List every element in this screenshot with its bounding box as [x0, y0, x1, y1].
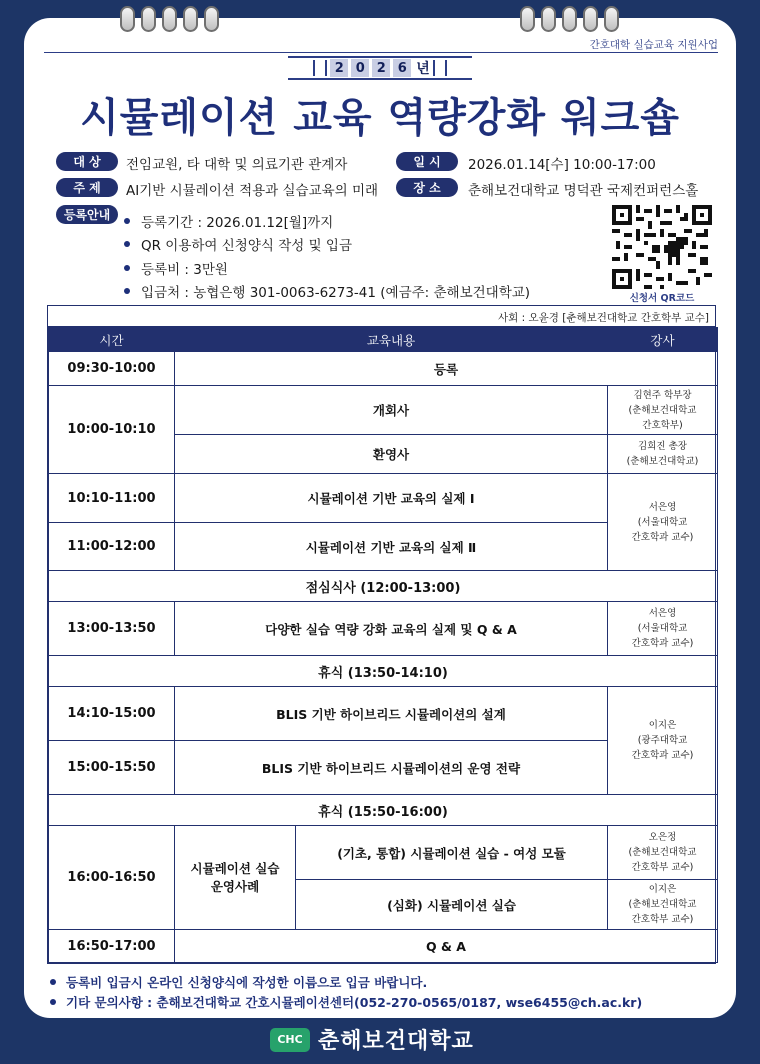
- speaker-line: 간호학과 교수): [631, 531, 694, 543]
- content-cell: (기초, 통합) 시뮬레이션 실습 - 여성 모듈: [296, 826, 608, 880]
- registration-item: QR 이용하여 신청양식 작성 및 입금: [141, 238, 352, 255]
- registration-list: [124, 209, 530, 303]
- binder-ring: [204, 6, 219, 32]
- bullet-icon: [124, 218, 130, 224]
- list-item: [124, 256, 530, 280]
- list-item: [124, 280, 530, 304]
- time-cell: 15:00-15:50: [49, 741, 175, 795]
- footer-note: 기타 문의사항 : 춘해보건대학교 간호시뮬레이션센터(052-270-0565/0187, wse6455@ch.ac.kr): [66, 995, 643, 1010]
- content-cell: BLIS 기반 하이브리드 시뮬레이션의 운영 전략: [175, 741, 608, 795]
- topic-label: 주 제: [56, 178, 118, 197]
- speaker-line: 이지은: [648, 884, 677, 895]
- binder-ring: [583, 6, 598, 32]
- speaker-line: (서울대학교: [637, 516, 688, 528]
- speaker-cell: [608, 386, 718, 435]
- speaker-cell: [608, 602, 718, 656]
- place-label: 장 소: [396, 178, 458, 197]
- page-title: 시뮬레이션 교육 역량강화 워크숍: [80, 95, 680, 141]
- header-divider: [44, 52, 718, 53]
- speaker-cell: [608, 826, 718, 880]
- time-cell: 16:50-17:00: [49, 930, 175, 963]
- bullet-icon: [124, 288, 130, 294]
- registration-label: 등록안내: [56, 205, 118, 224]
- time-cell: 11:00-12:00: [49, 523, 175, 571]
- speaker-line: (춘해보건대학교: [628, 899, 697, 910]
- registration-item: 입금처 : 농협은행 301-0063-6273-41 (예금주: 춘해보건대학교): [141, 285, 531, 302]
- binder-ring: [562, 6, 577, 32]
- bullet-icon: [50, 979, 56, 985]
- table-row: [49, 474, 718, 523]
- table-row: [49, 386, 718, 435]
- list-item: [124, 209, 530, 233]
- schedule-table: [47, 305, 716, 964]
- binder-rings-right: [520, 6, 619, 32]
- registration-item: 등록비 : 3만원: [141, 261, 228, 278]
- content-cell: 다양한 실습 역량 강화 교육의 실제 및 Q & A: [175, 602, 608, 656]
- table-row: [49, 930, 718, 963]
- date-value: 2026.01.14[수] 10:00-17:00: [468, 157, 656, 173]
- year-digit: 6: [393, 59, 411, 77]
- time-cell: 16:00-16:50: [49, 826, 175, 930]
- header-speaker: 강사: [608, 328, 718, 352]
- table-row: [49, 826, 718, 880]
- content-cell: BLIS 기반 하이브리드 시뮬레이션의 설계: [175, 687, 608, 741]
- qr-caption: 신청서 QR코드: [629, 293, 695, 304]
- banner-pillar-icon: [313, 60, 327, 76]
- binder-ring: [520, 6, 535, 32]
- table-row: [49, 795, 718, 826]
- content-cell: 등록: [175, 352, 718, 386]
- year-banner: [288, 56, 472, 80]
- logo-mark-icon: CHC: [270, 1028, 310, 1052]
- bullet-icon: [124, 265, 130, 271]
- year-digit: 2: [330, 59, 348, 77]
- speaker-line: 서은영: [648, 501, 677, 513]
- binder-rings-left: [120, 6, 219, 32]
- bullet-icon: [50, 999, 56, 1005]
- table-header-row: [49, 328, 718, 352]
- group-line: 시뮬레이션 실습: [190, 860, 280, 876]
- speaker-cell: [608, 474, 718, 571]
- list-item: [50, 972, 642, 992]
- speaker-line: 김현주 학부장: [633, 389, 692, 401]
- table-row: [49, 602, 718, 656]
- speaker-line: (춘해보건대학교: [628, 847, 697, 858]
- year-suffix: 년: [416, 61, 430, 77]
- time-cell: 10:00-10:10: [49, 386, 175, 474]
- host-text: 사회 : 오윤경 [춘해보건대학교 간호학부 교수]: [48, 306, 715, 327]
- binder-ring: [162, 6, 177, 32]
- content-cell: 환영사: [175, 435, 608, 474]
- footer-notes: [50, 972, 642, 1012]
- list-item: [50, 992, 642, 1012]
- speaker-line: 김희진 총장: [638, 441, 687, 452]
- time-cell: 14:10-15:00: [49, 687, 175, 741]
- table-row: [49, 687, 718, 741]
- speaker-line: 간호학부): [642, 419, 683, 431]
- qr-code-icon[interactable]: [612, 204, 712, 290]
- binder-ring: [183, 6, 198, 32]
- year-digit: 2: [372, 59, 390, 77]
- header-content: 교육내용: [175, 328, 608, 352]
- table-row: [49, 571, 718, 602]
- content-cell: 시뮬레이션 기반 교육의 실제 Ⅱ: [175, 523, 608, 571]
- lunch-cell: 점심식사 (12:00-13:00): [49, 571, 718, 602]
- time-cell: 13:00-13:50: [49, 602, 175, 656]
- binder-ring: [541, 6, 556, 32]
- group-line: 운영사례: [210, 878, 260, 894]
- footer-note: 등록비 입금시 온라인 신청양식에 작성한 이름으로 입금 바랍니다.: [66, 975, 428, 990]
- time-cell: 10:10-11:00: [49, 474, 175, 523]
- logo-text: 춘해보건대학교: [318, 1029, 474, 1054]
- content-cell: Q & A: [175, 930, 718, 963]
- content-cell: 개회사: [175, 386, 608, 435]
- header-time: 시간: [49, 328, 175, 352]
- year-digit: 0: [351, 59, 369, 77]
- speaker-line: 서은영: [648, 608, 677, 619]
- sponsor-text: 간호대학 실습교육 지원사업: [589, 39, 718, 51]
- topic-value: AI기반 시뮬레이션 적용과 실습교육의 미래: [126, 183, 379, 199]
- speaker-line: (춘해보건대학교: [628, 404, 697, 416]
- speaker-line: (광주대학교: [637, 735, 688, 746]
- break-cell: 휴식 (15:50-16:00): [49, 795, 718, 826]
- speaker-cell: [608, 435, 718, 474]
- group-cell: [175, 826, 296, 930]
- university-logo: [270, 1024, 474, 1055]
- speaker-line: (춘해보건대학교): [626, 456, 699, 467]
- target-value: 전임교원, 타 대학 및 의료기관 관계자: [126, 157, 348, 173]
- break-cell: 휴식 (13:50-14:10): [49, 656, 718, 687]
- bullet-icon: [124, 241, 130, 247]
- binder-ring: [604, 6, 619, 32]
- registration-item: 등록기간 : 2026.01.12[월]까지: [141, 214, 334, 231]
- speaker-line: 간호학과 교수): [631, 638, 694, 649]
- speaker-line: 간호학과 교수): [631, 750, 694, 761]
- program-table: [48, 327, 718, 963]
- table-row: [49, 352, 718, 386]
- place-value: 춘해보건대학교 명덕관 국제컨퍼런스홀: [468, 183, 699, 199]
- table-row: [49, 656, 718, 687]
- speaker-line: 이지은: [648, 720, 677, 731]
- binder-ring: [120, 6, 135, 32]
- speaker-line: (서울대학교: [637, 623, 688, 634]
- speaker-cell: [608, 880, 718, 930]
- speaker-cell: [608, 687, 718, 795]
- speaker-line: 간호학부 교수): [631, 862, 694, 873]
- time-cell: 09:30-10:00: [49, 352, 175, 386]
- banner-pillar-icon: [433, 60, 447, 76]
- speaker-line: 간호학부 교수): [631, 914, 694, 925]
- date-label: 일 시: [396, 152, 458, 171]
- list-item: [124, 233, 530, 257]
- target-label: 대 상: [56, 152, 118, 171]
- binder-ring: [141, 6, 156, 32]
- content-cell: (심화) 시뮬레이션 실습: [296, 880, 608, 930]
- content-cell: 시뮬레이션 기반 교육의 실제 Ⅰ: [175, 474, 608, 523]
- speaker-line: 오은정: [648, 832, 677, 843]
